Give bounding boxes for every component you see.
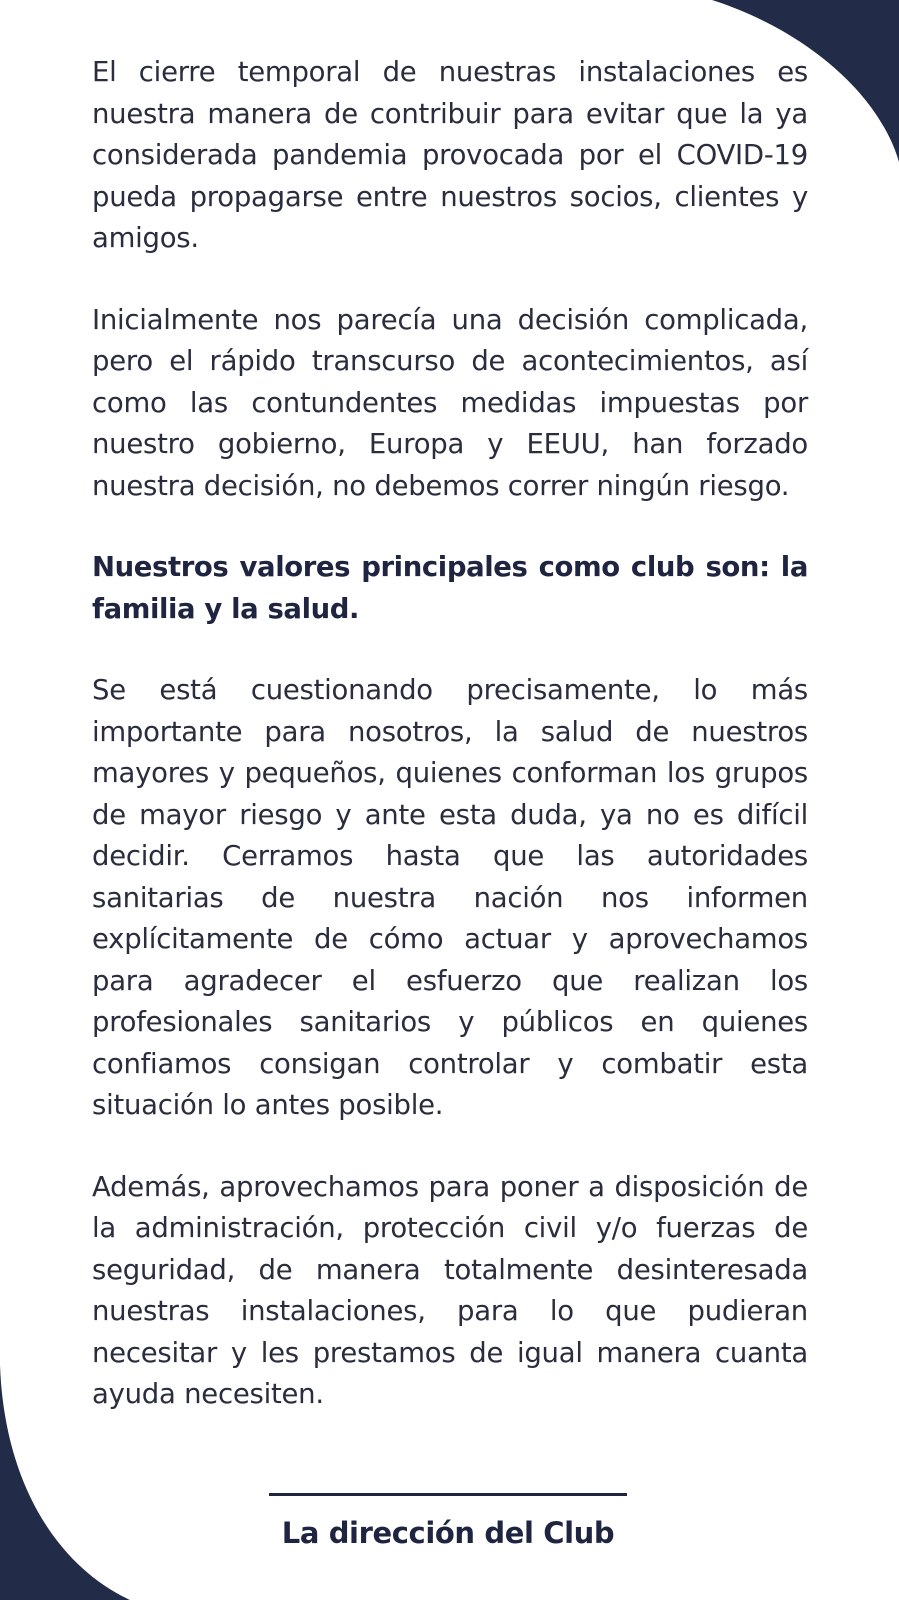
signature-divider xyxy=(269,1493,627,1496)
signature-text: La dirección del Club xyxy=(281,1516,615,1550)
paragraph-decision: Inicialmente nos parecía una decisión complicada, pero el rápido transcurso de acontecimientos, así como las contundentes medidas impuestas por nuestro gobierno, Europa y EEUU, han forzado nuestra decisión, no debemos correr ningún riesgo. xyxy=(92,303,808,502)
paragraph-club-values: Nuestros valores principales como club son: la familia y la salud. xyxy=(92,551,808,625)
paragraph-health-priority: Se está cuestionando precisamente, lo más importante para nosotros, la salud de nuestros mayores y pequeños, quienes conforman los grupos de mayor riesgo y ante esta duda, ya no es difícil decidir. Cerramos hasta que las autoridades sanitarias de nuestra nación nos informen explícitamente de cómo actuar y aprovechamos para agradecer el esfuerzo que realizan los profesionales sanitarios y públicos en quienes confiamos consigan controlar y combatir esta situación lo antes posible. xyxy=(92,674,808,1121)
paragraph-facilities-offer: Además, aprovechamos para poner a disposición de la administración, protección civil y/o fuerzas de seguridad, de manera totalmente desinteresada nuestras instalaciones, para lo que pudieran necesitar y les prestamos de igual manera cuanta ayuda necesiten. xyxy=(92,1170,808,1410)
letter-body xyxy=(92,52,808,1456)
paragraph-closure-intro: El cierre temporal de nuestras instalaciones es nuestra manera de contribuir para evitar que la ya considerada pandemia provocada por el COVID-19 pueda propagarse entre nuestros socios, clientes y amigos. xyxy=(92,56,808,254)
signature-block xyxy=(269,1493,627,1550)
